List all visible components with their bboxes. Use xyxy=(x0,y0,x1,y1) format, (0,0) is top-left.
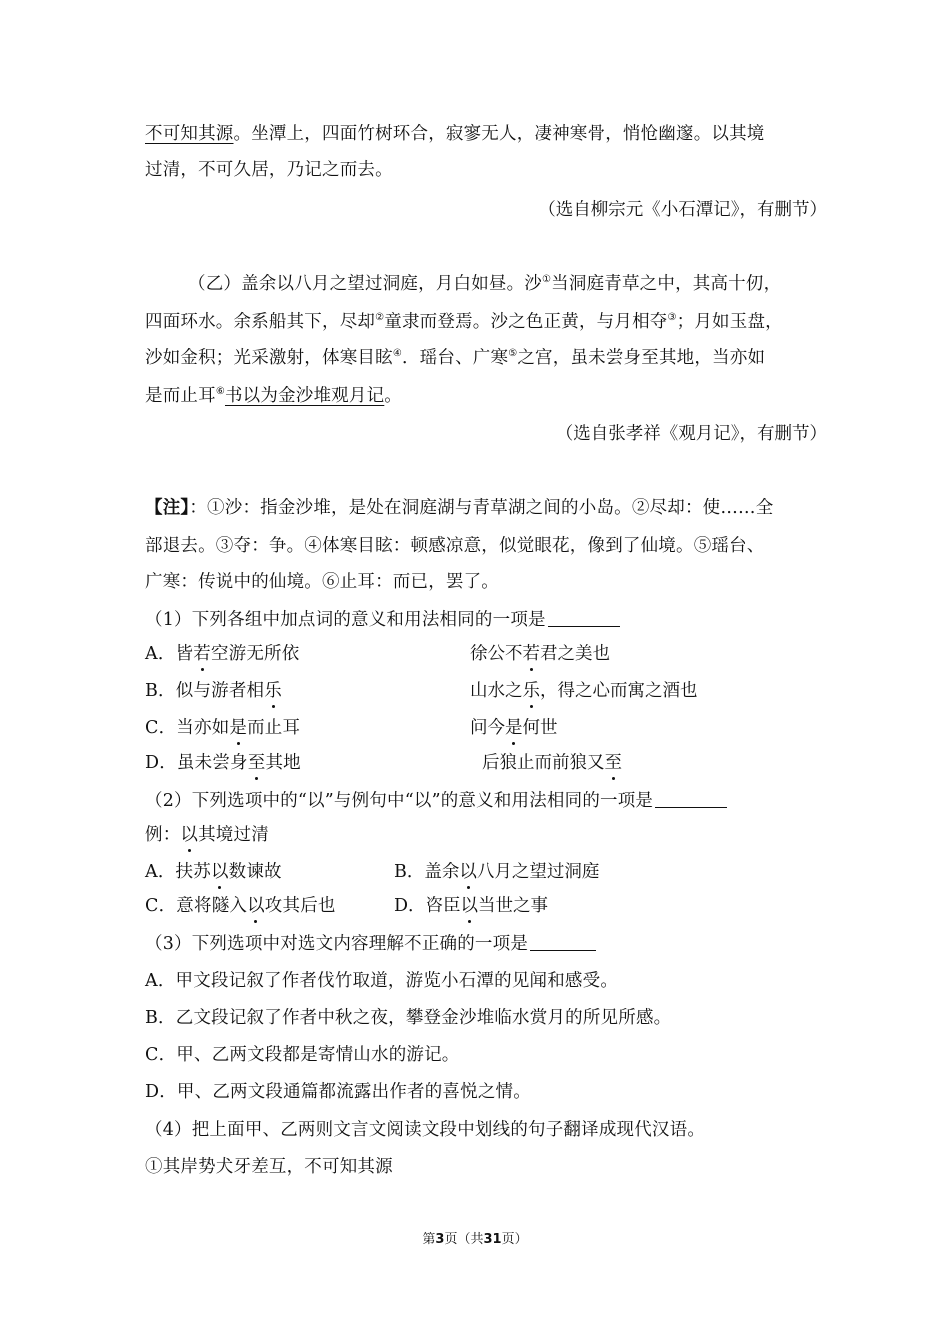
q1-option-a-left: A．皆若空游无所依 xyxy=(145,644,300,664)
source-yi: （选自张孝祥《观月记》，有删节） xyxy=(555,424,827,444)
source-jia: （选自柳宗元《小石潭记》，有删节） xyxy=(538,200,827,220)
q3-option-b: B．乙文段记叙了作者中秋之夜，攀登金沙堆临水赏月的所见所感。 xyxy=(145,1008,672,1028)
q4-item-1: ①其岸势犬牙差互，不可知其源 xyxy=(145,1157,393,1177)
answer-blank[interactable] xyxy=(548,610,620,627)
answer-blank[interactable] xyxy=(530,934,596,951)
q1-option-d-left: D．虽未尝身至其地 xyxy=(145,753,301,773)
notes-line-2: 部退去。③夺：争。④体寒目眩：顿感凉意，似觉眼花，像到了仙境。⑤瑶台、 xyxy=(145,536,765,556)
passage-yi-line-2: 四面环水。余系船其下，尽却②童隶而登焉。沙之色正黄，与月相夺③；月如玉盘， xyxy=(145,312,783,332)
q1-stem: （1）下列各组中加点词的意义和用法相同的一项是 xyxy=(145,610,620,630)
q2-stem: （2）下列选项中的“以”与例句中“以”的意义和用法相同的一项是 xyxy=(145,791,727,811)
q1-option-c-right: 问今是何世 xyxy=(470,718,558,738)
current-page: 3 xyxy=(435,1232,445,1247)
page-footer: 第3页（共31页） xyxy=(422,1232,528,1247)
answer-blank[interactable] xyxy=(655,791,727,808)
passage-yi-line-3: 沙如金积；光采激射，体寒目眩④．瑶台、广寒⑤之宫，虽未尝身至其地，当亦如 xyxy=(145,348,766,368)
q3-stem: （3）下列选项中对选文内容理解不正确的一项是 xyxy=(145,934,596,954)
q2-option-b: B．盖余以八月之望过洞庭 xyxy=(394,862,600,882)
q4-stem: （4）把上面甲、乙两则文言文阅读文段中划线的句子翻译成现代汉语。 xyxy=(145,1120,706,1140)
q2-example: 例：以其境过清 xyxy=(145,825,269,845)
q3-option-a: A．甲文段记叙了作者伐竹取道，游览小石潭的见闻和感受。 xyxy=(145,971,619,991)
q2-option-c: C．意将隧入以攻其后也 xyxy=(145,896,336,916)
q1-option-b-right: 山水之乐，得之心而寓之酒也 xyxy=(470,681,698,701)
underlined-sentence-jia: 不可知其源 xyxy=(145,124,234,144)
total-pages: 31 xyxy=(483,1232,502,1247)
notes-line-3: 广寒：传说中的仙境。⑥止耳：而已，罢了。 xyxy=(145,572,499,592)
notes-label: 【注】 xyxy=(145,498,190,518)
q1-option-b-left: B．似与游者相乐 xyxy=(145,681,282,701)
q2-option-d: D．咨臣以当世之事 xyxy=(394,896,549,916)
q1-option-c-left: C．当亦如是而止耳 xyxy=(145,718,301,738)
passage-jia-line-1: 不可知其源。坐潭上，四面竹树环合，寂寥无人，凄神寒骨，悄怆幽邃。以其境 xyxy=(145,124,765,144)
q3-option-d: D．甲、乙两文段通篇都流露出作者的喜悦之情。 xyxy=(145,1082,531,1102)
notes-line-1: 【注】：①沙：指金沙堆，是处在洞庭湖与青草湖之间的小岛。②尽却：使……全 xyxy=(145,498,774,518)
underlined-sentence-yi: 书以为金沙堆观月记 xyxy=(224,386,385,406)
passage-yi-line-4: 是而止耳⑥书以为金沙堆观月记。 xyxy=(145,386,402,406)
q2-option-a: A．扶苏以数谏故 xyxy=(145,862,282,882)
passage-jia-line-2: 过清，不可久居，乃记之而去。 xyxy=(145,160,393,180)
q1-option-d-right: 后狼止而前狼又至 xyxy=(482,753,622,773)
q3-option-c: C．甲、乙两文段都是寄情山水的游记。 xyxy=(145,1045,460,1065)
q1-option-a-right: 徐公不若君之美也 xyxy=(470,644,610,664)
passage-yi-line-1: （乙）盖余以八月之望过洞庭，月白如昼。沙①当洞庭青草之中，其高十仞， xyxy=(188,274,782,294)
